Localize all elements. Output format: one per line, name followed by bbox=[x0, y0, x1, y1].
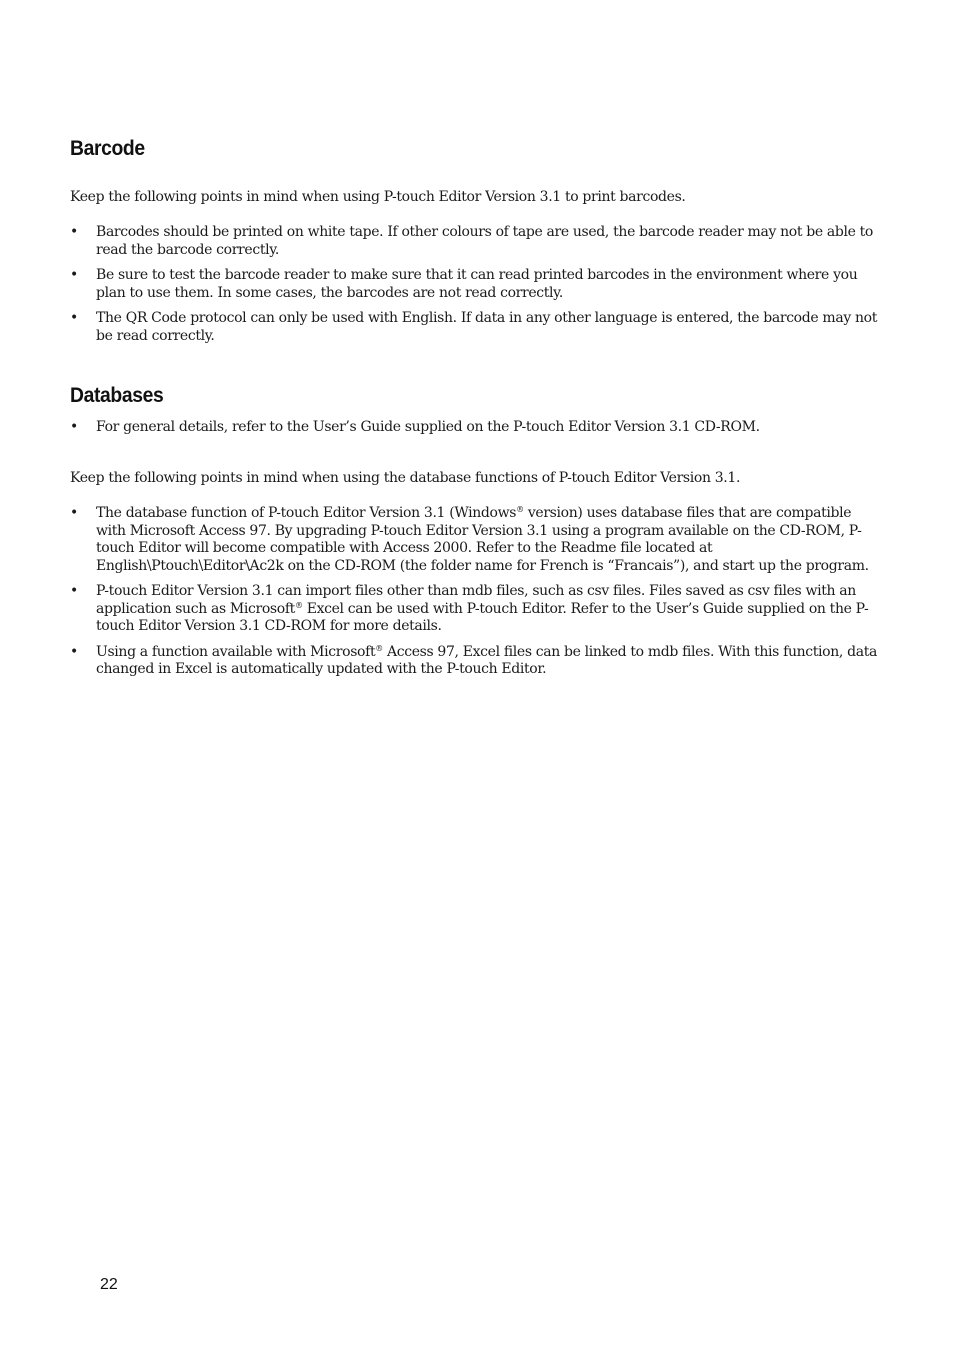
bullet-text: The QR Code protocol can only be used with English. If data in any other language is entered, the barcode may not be read correctly. bbox=[96, 310, 878, 344]
registered-mark: ® bbox=[516, 505, 524, 514]
bullet-text: For general details, refer to the User’s Guide supplied on the P-touch Editor Version 3.1 CD-ROM. bbox=[96, 419, 760, 435]
list-item bbox=[70, 644, 880, 679]
databases-general-list bbox=[70, 419, 880, 445]
bullet-text: Barcodes should be printed on white tape. If other colours of tape are used, the barcode reader may not be able to read the barcode correctly. bbox=[96, 224, 874, 258]
bullet-icon: • bbox=[70, 419, 78, 435]
list-item bbox=[70, 224, 880, 259]
bullet-icon: • bbox=[70, 310, 78, 326]
bullet-text: Using a function available with Microsoft® Access 97, Excel files can be linked to mdb files. With this function, data changed in Excel is automatically updated with the P-touch Editor. bbox=[96, 643, 877, 677]
barcode-bullet-list bbox=[70, 224, 880, 353]
databases-bullet-list bbox=[70, 505, 880, 687]
list-item bbox=[70, 505, 880, 575]
bullet-icon: • bbox=[70, 224, 78, 240]
bullet-icon: • bbox=[70, 643, 78, 660]
list-item bbox=[70, 419, 880, 437]
bullet-text: The database function of P-touch Editor Version 3.1 (Windows® version) uses database files that are compatible with Microsoft Access 97. By upgrading P-touch Editor Version 3.1 using a program available on the CD-ROM, P-touch Editor will become compatible with Access 2000. Refer to the Readme file located at English\Ptouch\Editor\Ac2k on the CD-ROM (the folder name for French is “Francais”), and start up the program. bbox=[96, 505, 869, 574]
databases-heading: Databases bbox=[70, 384, 164, 407]
list-item bbox=[70, 267, 880, 302]
registered-mark: ® bbox=[375, 643, 383, 653]
bullet-text: P-touch Editor Version 3.1 can import files other than mdb files, such as csv files. Files saved as csv files with an application such as Microsoft® Excel can be used with P-touch Editor. Refer to the User’s Guide supplied on the P-touch Editor Version 3.1 CD-ROM for more details. bbox=[96, 583, 869, 634]
bullet-icon: • bbox=[70, 267, 78, 283]
registered-mark: ® bbox=[294, 600, 303, 610]
bullet-icon: • bbox=[70, 583, 78, 599]
bullet-icon: • bbox=[70, 505, 78, 521]
list-item bbox=[70, 310, 880, 345]
barcode-intro: Keep the following points in mind when using P-touch Editor Version 3.1 to print barcodes. bbox=[70, 189, 686, 205]
barcode-heading: Barcode bbox=[70, 137, 145, 160]
bullet-text: Be sure to test the barcode reader to make sure that it can read printed barcodes in the environment where you plan to use them. In some cases, the barcodes are not read correctly. bbox=[96, 267, 858, 301]
list-item bbox=[70, 583, 880, 636]
databases-intro: Keep the following points in mind when using the database functions of P-touch Editor Version 3.1. bbox=[70, 470, 741, 486]
page-number: 22 bbox=[100, 1276, 118, 1293]
